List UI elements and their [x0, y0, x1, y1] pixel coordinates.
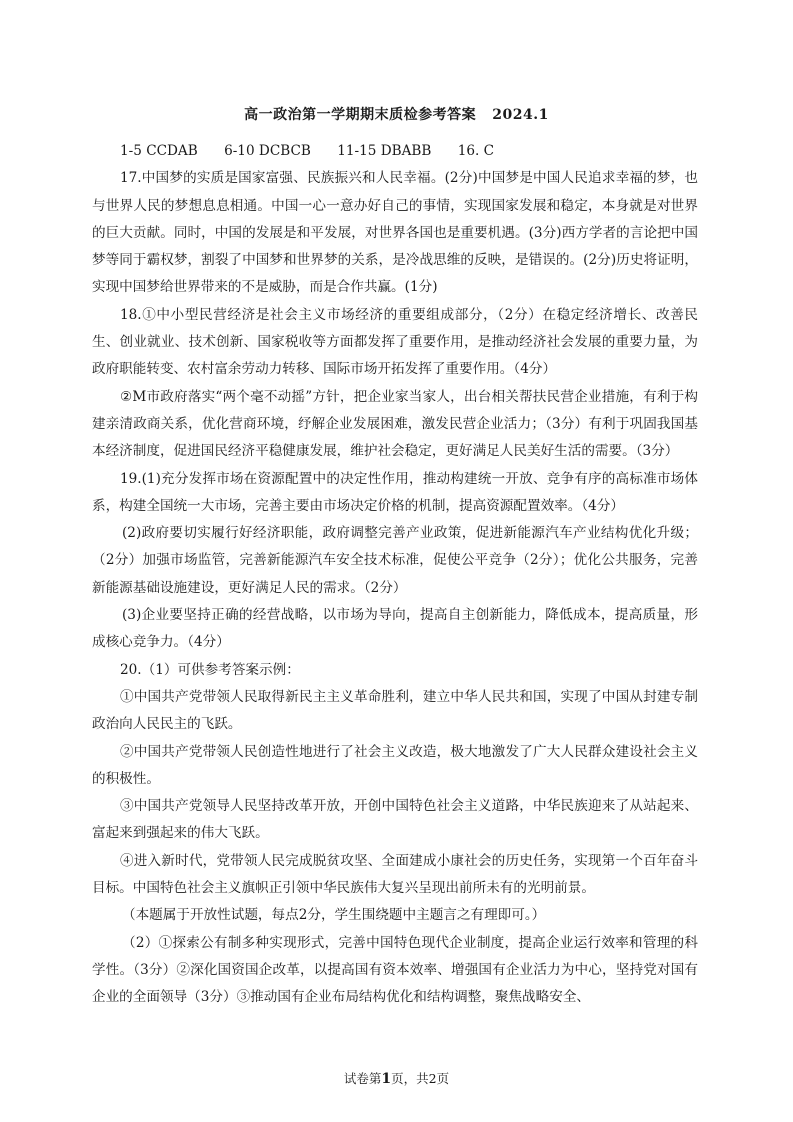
answer-20-point-1: ①中国共产党带领人民取得新民主主义革命胜利，建立中华人民共和国，实现了中国从封建专制政治向人民民主的飞跃。: [92, 688, 698, 733]
answer-19-1: 19.(1)充分发挥市场在资源配置中的决定性作用，推动构建统一开放、竞争有序的高标准市场体系，构建全国统一大市场，完善主要由市场决定价格的机制，提高资源配置效率。（4分）: [92, 470, 698, 514]
scoring-note: （本题属于开放性试题，每点2分，学生围绕题中主题言之有理即可。）: [122, 907, 546, 924]
answer-20-2: （2）①探索公有制多种实现形式，完善中国特色现代企业制度，提高企业运行效率和管理的科学性。（3分）②深化国资国企改革，以提高国有资本效率、增强国有企业活力为中心，坚持党对国有企业的全面领导（3分）③推动国有企业布局结构优化和结构调整，聚焦战略安全、: [92, 934, 698, 1006]
answer-body: [92, 138, 698, 1012]
choice-answers: [92, 138, 698, 165]
answer-19-3: (3)企业要坚持正确的经营战略，以市场为导向，提高自主创新能力，降低成本，提高质量，形成核心竞争力。（4分）: [92, 607, 698, 651]
answer-20-point-3: ③中国共产党领导人民坚持改革开放，开创中国特色社会主义道路，中华民族迎来了从站起来、富起来到强起来的伟大飞跃。: [92, 798, 698, 842]
choice-answer-group: 1-5 CCDAB: [120, 143, 198, 159]
answer-17: 17.中国梦的实质是国家富强、民族振兴和人民幸福。(2分)中国梦是中国人民追求幸福的梦，也与世界人民的梦想息息相通。中国一心一意办好自己的事情，实现国家发展和稳定，本身就是对世界的巨大贡献。同时，中国的发展是和平发展，对世界各国也是重要机遇。(3分)西方学者的言论把中国梦等同于霸权梦，割裂了中国梦和世界梦的关系，是冷战思维的反映，是错误的。(2分)历史将证明，实现中国梦给世界带来的不是威胁，而是合作共赢。(1分): [92, 170, 698, 296]
choice-answer-group: 6-10 DCBCB: [224, 143, 311, 159]
title-date: 2024.1: [492, 107, 549, 123]
answer-19-2: (2)政府要切实履行好经济职能，政府调整完善产业政策，促进新能源汽车产业结构优化升级；（2分）加强市场监管，完善新能源汽车安全技术标准，促使公平竞争（2分）；优化公共服务，完善新能源基础设施建设，更好满足人民的需求。（2分）: [92, 525, 698, 596]
answer-20-heading: 20.（1）可供参考答案示例：: [120, 661, 300, 678]
title-text: 高一政治第一学期期末质检参考答案: [244, 107, 477, 123]
page-title: [0, 104, 793, 124]
footer-page-number: 1: [381, 1071, 392, 1087]
answer-20-point-4: ④进入新时代，党带领人民完成脱贫攻坚、全面建成小康社会的历史任务，实现第一个百年奋斗目标。中国特色社会主义旗帜正引领中华民族伟大复兴呈现出前所未有的光明前景。: [92, 852, 698, 897]
answer-20-point-2: ②中国共产党带领人民创造性地进行了社会主义改造，极大地激发了广大人民群众建设社会主义的积极性。: [92, 743, 698, 787]
footer-mid: 页，共: [391, 1071, 429, 1086]
answer-18-2: ②M市政府落实“两个毫不动摇”方针，把企业家当家人，出台相关帮扶民营企业措施，有利于构建亲清政商关系，优化营商环境，纾解企业发展困难，激发民营企业活力；（3分）有利于巩固我国基本经济制度，促进国民经济平稳健康发展，维护社会稳定，更好满足人民美好生活的需要。（3分）: [92, 388, 698, 460]
answer-18-1: 18.①中小型民营经济是社会主义市场经济的重要组成部分，（2分）在稳定经济增长、改善民生、创业就业、技术创新、国家税收等方面都发挥了重要作用，是推动经济社会发展的重要力量，为政府职能转变、农村富余劳动力转移、国际市场开拓发挥了重要作用。（4分）: [92, 306, 698, 378]
page-footer: [0, 1069, 793, 1087]
choice-answer-group: 16. C: [457, 143, 495, 159]
footer-total-pages: 2: [428, 1071, 437, 1086]
footer-prefix: 试卷第: [343, 1071, 382, 1086]
footer-suffix: 页: [436, 1071, 450, 1086]
choice-answer-group: 11-15 DBABB: [337, 143, 432, 159]
